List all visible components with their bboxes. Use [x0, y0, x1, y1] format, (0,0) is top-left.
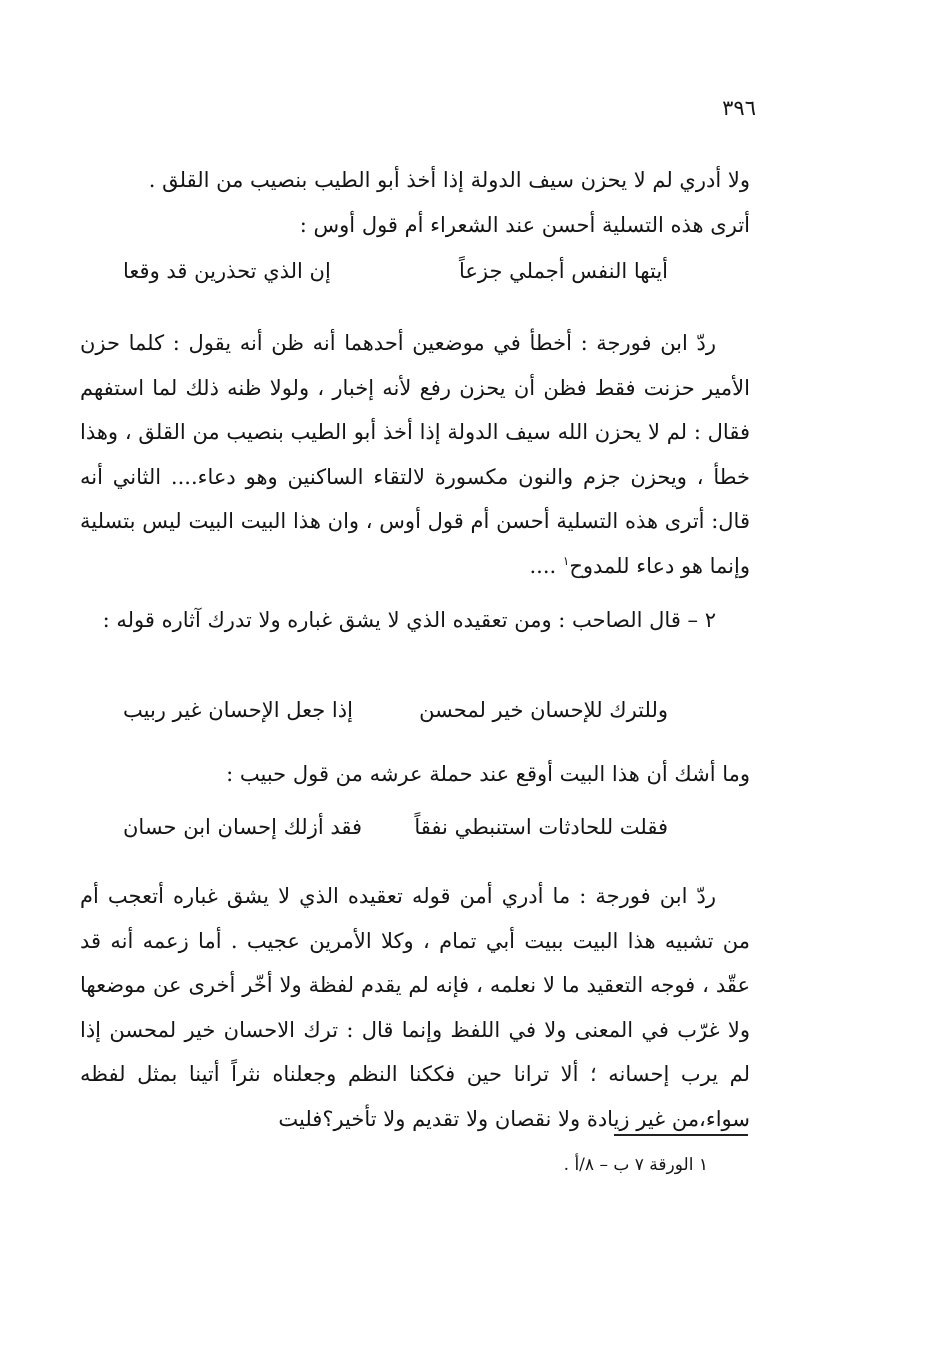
verse-first-hemistich: وللترك للإحسان خير لمحسن — [419, 698, 668, 722]
verse-aws — [123, 256, 668, 286]
verse-habib — [123, 812, 668, 842]
paragraph-sahib-2 — [80, 598, 750, 643]
paragraph-text: ٢ – قال الصاحب : ومن تعقيده الذي لا يشق غباره ولا تدرك آثاره قوله : — [102, 608, 716, 632]
footnote-divider — [614, 1134, 748, 1136]
footnote-marker: ١ — [562, 553, 570, 568]
intro-paragraph — [80, 158, 750, 247]
paragraph-text: ردّ ابن فورجة : ما أدري أمن قوله تعقيده الذي لا يشق غباره أتعجب أم من تشبيه هذا البيت ببيت أبي تمام ، وكلا الأمرين عجيب . أما زعمه أنه قد عقّد ، فوجه التعقيد ما لا نعلمه ، فإنه لم يقدم لفظة ولا أخّر أخرى عن موضعها ولا غرّب في المعنى ولا في اللفظ وإنما قال : ترك الاحسان خير لمحسن إذا لم يرب إحسانه ؛ ألا ترانا حين فككنا النظم وجعلناه نثراً أتينا بمثل لفظه سواء،من غير زيادة ولا نقصان ولا تقديم ولا تأخير؟فليت — [80, 884, 750, 1131]
paragraph-text: ردّ ابن فورجة : أخطأ في موضعين أحدهما أنه ظن أنه يقول : كلما حزن الأمير حزنت فقط فظن أن يحزن رفع لأنه إخبار ، ولولا ظنه ذلك لما استفهم فقال : لم لا يحزن الله سيف الدولة إذا أخذ أبو الطيب بنصيب من القلق ، وهذا خطأ ، ويحزن جزم والنون مكسورة لالتقاء الساكنين وهو دعاء.... الثاني أنه قال: أترى هذه التسلية أحسن أم قول أوس ، وان هذا البيت البيت ليس بتسلية وإنما هو دعاء للمدوح — [80, 331, 750, 578]
verse-first-hemistich: أيتها النفس أجملي جزعاً — [459, 259, 668, 283]
footnote: ١ الورقة ٧ ب – ٨/أ . — [563, 1155, 708, 1175]
paragraph-text: وما أشك أن هذا البيت أوقع عند حملة عرشه من قول حبيب : — [226, 762, 750, 786]
verse-second-hemistich: إذا جعل الإحسان غير ربيب — [123, 698, 353, 722]
paragraph-habib-intro — [80, 752, 750, 797]
paragraph-ibn-furja-reply-1 — [80, 321, 750, 588]
intro-line: أترى هذه التسلية أحسن عند الشعراء أم قول أوس : — [299, 212, 750, 237]
verse-first-hemistich: فقلت للحادثات استنبطي نفقاً — [414, 815, 668, 839]
verse-second-hemistich: فقد أزلك إحسان ابن حسان — [123, 815, 363, 839]
page-number: ٣٩٦ — [722, 96, 756, 120]
verse-second-hemistich: إن الذي تحذرين قد وقعا — [123, 259, 331, 283]
paragraph-ibn-furja-reply-2 — [80, 874, 750, 1141]
verse-tark-ihsan — [123, 695, 668, 725]
paragraph-tail: .... — [529, 553, 563, 578]
intro-line: ولا أدري لم لا يحزن سيف الدولة إذا أخذ أبو الطيب بنصيب من القلق . — [148, 168, 750, 192]
